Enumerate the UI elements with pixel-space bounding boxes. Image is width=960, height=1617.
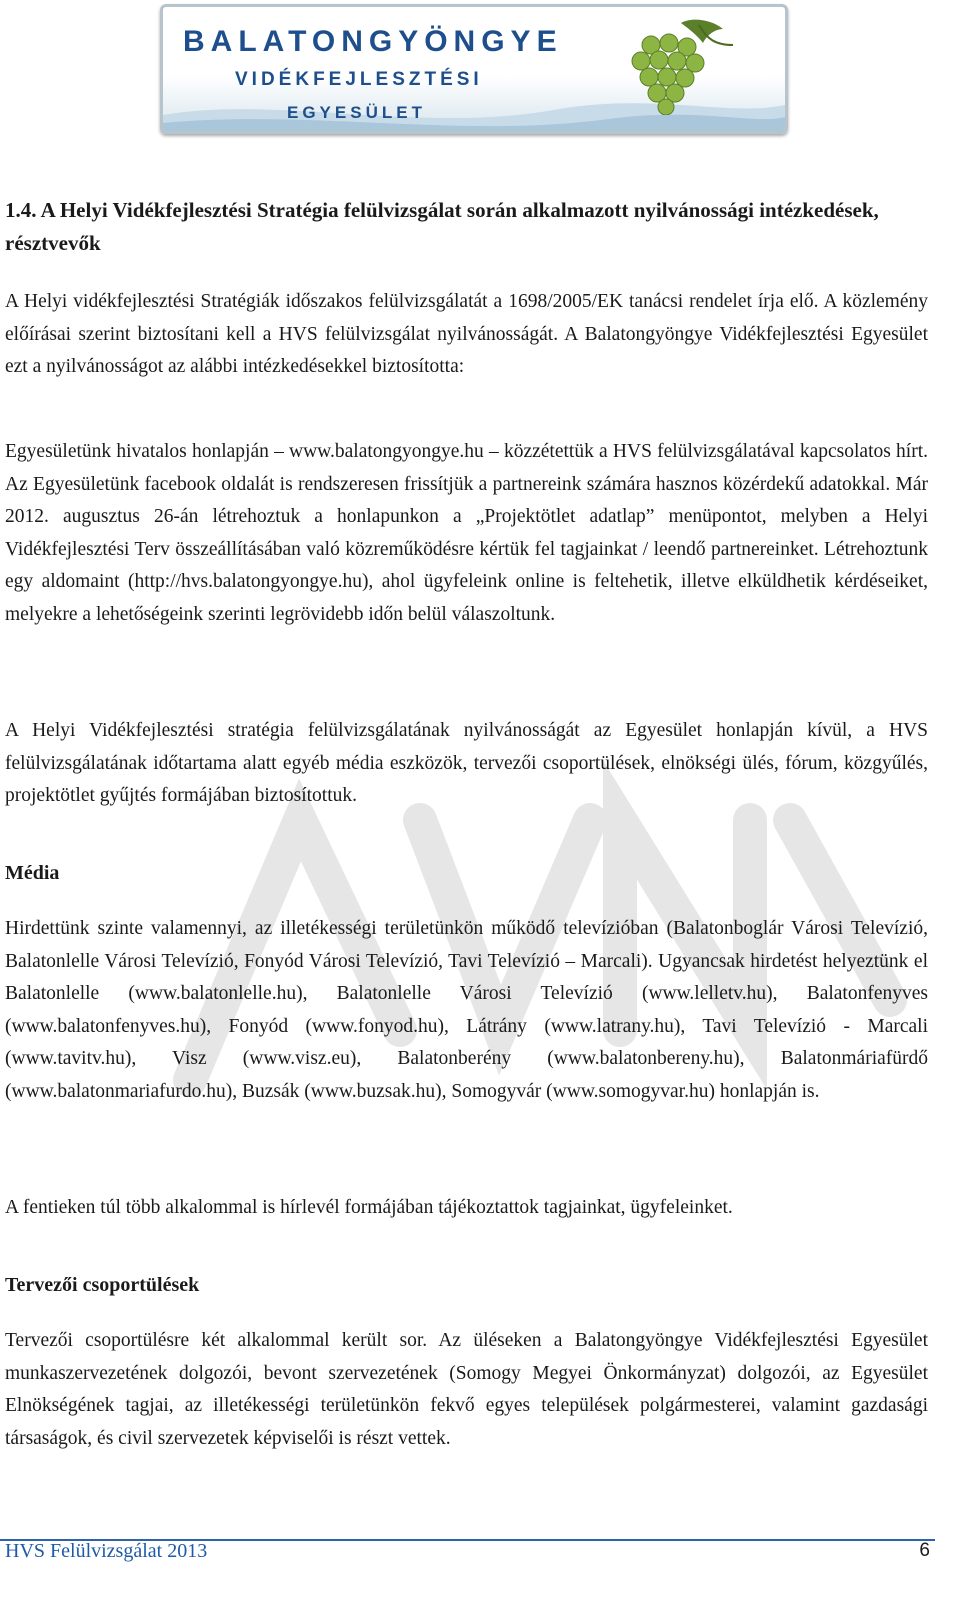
page-number: 6 [919,1540,930,1561]
paragraph-media: Hirdettünk szinte valamennyi, az illetékességi területünkön működő televízióban (Balatonboglár Városi Televízió, Balatonlelle Városi Televízió, Fonyód Városi Televízió, Tavi Televízió – Marcali). Ugyancsak hirdetést helyeztünk el Balatonlelle (www.balatonlelle.hu), Balatonlelle Városi Televízió (www.lelletv.hu), Balatonfenyves (www.balatonfenyves.hu), Fonyód (www.fonyod.hu), Látrány (www.latrany.hu), Tavi Televízió - Marcali (www.tavitv.hu), Visz (www.visz.eu), Balatonberény (www.balatonbereny.hu), Balatonmáriafürdő (www.balatonmariafurdo.hu), Buzsák (www.buzsak.hu), Somogyvár (www.somogyvar.hu) honlapján is. [5,918,928,1102]
footer-title: HVS Felülvizsgálat 2013 [5,1540,208,1562]
paragraph-planning-meetings: Tervezői csoportülésre két alkalommal került sor. Az üléseken a Balatongyöngye Vidékfejlesztési Egyesület munkaszervezetének dolgozói, bevont szervezetének (Somogy Megyei Önkormányzat) dolgozói, az Egyesület Elnökségének tagjai, az illetékességi területünkön fekvő egyes települések polgármesterei, valamint gazdasági társaságok, és civil szervezetek képviselői is részt vettek. [5,1330,928,1449]
section-heading: 1.4. A Helyi Vidékfejlesztési Stratégia felülvizsgálat során alkalmazott nyilvánossági intézkedések, résztvevők [5,198,879,255]
logo-subtitle-2: EGYESÜLET [287,103,426,122]
organization-logo [160,4,788,134]
paragraph-website: Egyesületünk hivatalos honlapján – www.balatongyongye.hu – közzétettük a HVS felülvizsgálatával kapcsolatos hírt. Az Egyesületünk facebook oldalát is rendszeresen frissítjük a partnereink számára hasznos közérdekű adatokkal. Már 2012. augusztus 26-án létrehoztuk a honlapunkon a „Projektötlet adatlap” menüpontot, melyben a Helyi Vidékfejlesztési Terv összeállításában való közreműködésre kértük fel tagjainkat / leendő partnereinket. Létrehoztunk egy aldomaint (http://hvs.balatongyongye.hu), ahol ügyfeleink online is feltehetik, illetve elküldhetik kérdéseiket, melyekre a lehetőségeink szerinti legrövidebb időn belül válaszoltunk. [5,441,928,625]
logo-title: BALATONGYÖNGYE [183,25,563,58]
paragraph-intro: A Helyi vidékfejlesztési Stratégiák időszakos felülvizsgálatát a 1698/2005/EK tanácsi rendelet írja elő. A közlemény előírásai szerint biztosítani kell a HVS felülvizsgálat nyilvánosságát. A Balatongyöngye Vidékfejlesztési Egyesület ezt a nyilvánosságot az alábbi intézkedésekkel biztosította: [5,291,928,377]
logo-subtitle: VIDÉKFEJLESZTÉSI [235,69,483,90]
grape-icon [611,15,741,115]
planning-meetings-heading: Tervezői csoportülések [5,1274,200,1296]
media-heading: Média [5,862,60,884]
paragraph-publicity: A Helyi Vidékfejlesztési stratégia felülvizsgálatának nyilvánosságát az Egyesület honlapján kívül, a HVS felülvizsgálatának időtartama alatt egyéb média eszközök, tervezői csoportülések, elnökségi ülés, fórum, közgyűlés, projektötlet gyűjtés formájában biztosítottuk. [5,720,928,806]
paragraph-newsletter: A fentieken túl több alkalommal is hírlevél formájában tájékoztattok tagjainkat, ügyfeleinket. [5,1197,733,1218]
